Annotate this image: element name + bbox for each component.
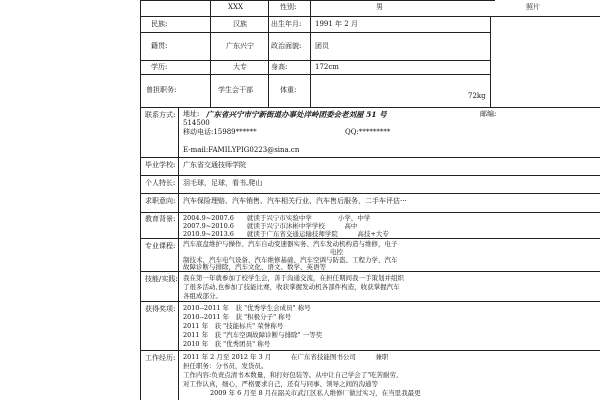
- postcode-label: 邮编:: [480, 110, 497, 118]
- skills-label: 专业课程:: [145, 242, 176, 250]
- photo-label: 照片: [526, 3, 540, 11]
- height-value: 172cm: [315, 63, 339, 71]
- awards-line: 2010--2011 年 获 "积极分子" 称号: [183, 313, 292, 321]
- rule: [140, 301, 600, 302]
- rule: [140, 193, 600, 194]
- skills-line: 制技术、汽车电气设备、汽车维修基础、汽车空调与防盗、工程力学、汽车: [183, 256, 398, 264]
- rule: [140, 157, 600, 158]
- job-intent-label: 求职意向:: [145, 197, 176, 205]
- dob-value: 1991 年 2 月: [315, 20, 358, 28]
- gender-label: 性别:: [280, 3, 297, 11]
- position-value: 学生会干部: [218, 86, 253, 94]
- political-value: 团员: [315, 42, 329, 50]
- abilities-line: 我在第一年就参加了校学生会，善于沟通交流，在担任期间我一手策划并组织: [183, 274, 404, 282]
- skills-line: 汽车底盘维护与操作、汽车自动变速器实务、汽车发动机构造与维修，电子: [183, 240, 398, 248]
- ethnicity-value: 汉族: [233, 20, 247, 28]
- hobbies-label: 个人特长:: [145, 179, 176, 187]
- work-line: 2011 年 2 月至 2012 年 3 月 在广东省技能图书公司 兼职: [183, 353, 389, 361]
- work-line: 2009 年 6 月至 8 月在韶关市武江区私人维修厂做过实习，在当里我最更: [210, 389, 421, 397]
- address-label: 地址:: [183, 110, 200, 118]
- weight-value: 72kg: [468, 92, 486, 100]
- school-value: 广东省交通技师学院: [183, 161, 246, 169]
- awards-line: 2010 年 获 "优秀团员" 称号: [183, 340, 271, 348]
- email-value: E-mail:FAMILYPIG0223@sina.cn: [183, 146, 300, 154]
- rule: [140, 175, 600, 176]
- awards-label: 获得奖项:: [145, 305, 176, 313]
- rule: [140, 74, 490, 75]
- awards-line: 2011 年 获 "技能标兵" 荣誉称号: [183, 322, 284, 330]
- rule: [178, 107, 179, 157]
- rule: [140, 350, 600, 351]
- address-value: 广东省兴宁市宁新街道办事处洋岭团委会老刘屋 51 号: [206, 110, 387, 119]
- skills-line: 故障诊断与排除，汽车文化、语文、数学、英语等: [183, 263, 326, 271]
- edu-bg-line: 2004.9~2007.6 就读于兴宁市实验中学 小学，中学: [183, 214, 371, 222]
- rule: [490, 16, 491, 107]
- rule: [140, 32, 490, 33]
- name-value: XXX: [228, 3, 243, 11]
- ethnicity-label: 民族:: [151, 20, 168, 28]
- work-line: 担任职务：分书员，发货员。: [183, 362, 268, 370]
- awards-line: 2011 年 获 "汽车空调故障诊断与排除" 一等奖: [183, 331, 323, 339]
- qq-value: QQ:*********: [345, 128, 391, 136]
- abilities-line: 了很多活动,也参加了技能比赛，收获掌握发动机各部件构造，收获掌握汽车: [183, 283, 400, 291]
- abilities-line: 各组成部分。: [183, 292, 222, 300]
- hobbies-value: 羽毛球，足球，看书,爬山: [183, 179, 263, 187]
- work-line: 工作内容:负责点清书本数量，和打好包装等。从中让自己学会了"吃苦耐劳,: [183, 371, 399, 379]
- skills-line: 电控: [330, 248, 343, 256]
- rule: [140, 212, 600, 213]
- education-value: 大专: [233, 63, 247, 71]
- rule: [140, 0, 495, 1]
- rule: [140, 60, 490, 61]
- rule: [140, 107, 600, 108]
- hometown-value: 广东兴宁: [226, 42, 254, 50]
- education-label: 学历:: [151, 63, 168, 71]
- rule: [310, 0, 311, 107]
- height-label: 身高:: [271, 63, 288, 71]
- edu-bg-line: 2010.9~2013.6 就读于广东省交通运输技师学院 高技+大专: [183, 230, 389, 238]
- edu-bg-line: 2007.9~2010.6 就读于兴宁市沐彬中学学校 高中: [183, 222, 358, 230]
- work-line: 对工作认真，细心，严格要求自己，还有与同事、领导之间的沟通等: [183, 380, 378, 388]
- edu-bg-label: 教育背景:: [145, 215, 176, 223]
- rule: [140, 0, 141, 400]
- dob-label: 出生年月:: [271, 20, 302, 28]
- rule: [140, 16, 600, 17]
- postcode-value: 514500: [183, 119, 210, 127]
- rule: [268, 0, 269, 107]
- political-label: 政治面貌:: [271, 42, 302, 50]
- school-label: 毕业学校:: [145, 161, 176, 169]
- gender-value: 男: [376, 3, 383, 11]
- job-intent-value: 汽车保险理赔、汽车销售、汽车相关行业、汽车售后服务，二手车评估···: [183, 197, 407, 205]
- hometown-label: 籍贯:: [151, 42, 168, 50]
- rule: [210, 0, 211, 107]
- position-label: 曾担职务:: [146, 86, 177, 94]
- mobile-value: 移动电话:15989******: [183, 128, 257, 136]
- work-label: 工作经历:: [145, 354, 176, 362]
- abilities-label: 技能/实践:: [145, 275, 178, 283]
- awards-line: 2010--2011 年 获 "优秀学生会成员" 称号: [183, 304, 311, 312]
- rule: [178, 157, 179, 400]
- contact-label: 联系方式:: [145, 111, 176, 119]
- weight-label: 体重:: [280, 86, 297, 94]
